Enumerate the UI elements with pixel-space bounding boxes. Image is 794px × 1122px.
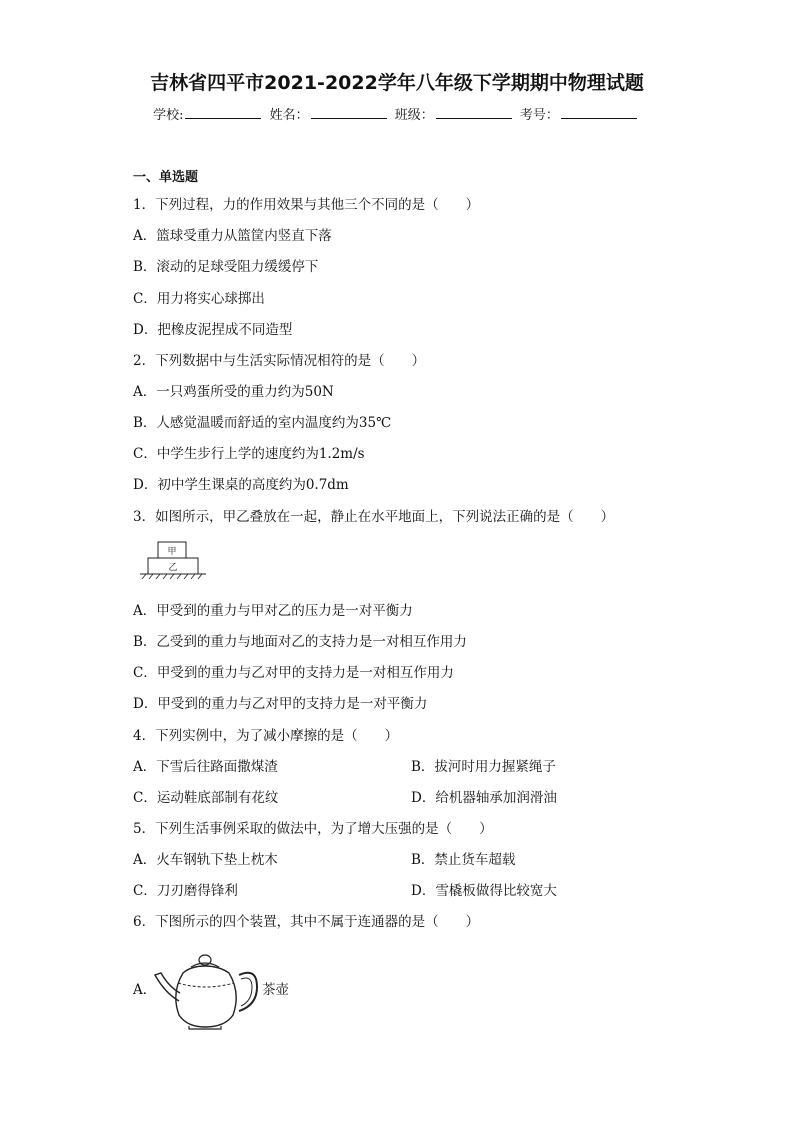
name-label: 姓名： — [269, 108, 309, 123]
q4-stem: 4．下列实例中，为了减小摩擦的是（ ） — [133, 728, 399, 744]
q1-option-a: A．篮球受重力从篮筐内竖直下落 — [133, 228, 332, 244]
section-heading: 一、单选题 — [133, 170, 199, 185]
teapot-image — [153, 953, 263, 1031]
page-title: 吉林省四平市2021-2022学年八年级下学期期中物理试题 — [150, 72, 644, 94]
q3-option-a: A．甲受到的重力与甲对乙的压力是一对平衡力 — [133, 603, 413, 619]
q5-option-c: C．刀刃磨得锋利 — [133, 883, 238, 899]
school-label: 学校: — [153, 108, 184, 123]
q2-option-d: D．初中学生课桌的高度约为0.7dm — [133, 477, 349, 493]
q3-option-c: C．甲受到的重力与乙对甲的支持力是一对相互作用力 — [133, 665, 454, 681]
school-blank[interactable] — [185, 106, 261, 119]
q2-option-b: B．人感觉温暖而舒适的室内温度约为35℃ — [133, 415, 392, 431]
q4-option-a: A．下雪后往路面撒煤渣 — [133, 759, 278, 775]
exam-number-blank[interactable] — [561, 106, 637, 119]
exam-number-label: 考号： — [519, 108, 559, 123]
class-blank[interactable] — [436, 106, 512, 119]
block-bottom-label: 乙 — [168, 563, 178, 573]
q6-stem: 6．下图所示的四个装置，其中不属于连通器的是（ ） — [133, 914, 480, 930]
q4-option-c: C．运动鞋底部制有花纹 — [133, 790, 279, 806]
q5-option-b: B．禁止货车超载 — [411, 852, 516, 868]
q4-option-d: D．给机器轴承加润滑油 — [411, 790, 557, 806]
q1-option-d: D．把橡皮泥捏成不同造型 — [133, 322, 293, 338]
q5-option-d: D．雪橇板做得比较宽大 — [411, 883, 557, 899]
q6-option-a-letter: A． — [133, 982, 157, 998]
q2-option-c: C．中学生步行上学的速度约为1.2m/s — [133, 446, 365, 462]
name-blank[interactable] — [311, 106, 387, 119]
q4-option-b: B．拔河时用力握紧绳子 — [411, 759, 556, 775]
class-label: 班级： — [394, 108, 434, 123]
q3-stem: 3．如图所示，甲乙叠放在一起，静止在水平地面上，下列说法正确的是（ ） — [133, 509, 615, 525]
stacked-blocks-figure — [140, 536, 206, 580]
q2-option-a: A．一只鸡蛋所受的重力约为50N — [133, 384, 334, 400]
q3-option-b: B．乙受到的重力与地面对乙的支持力是一对相互作用力 — [133, 634, 467, 650]
q3-option-d: D．甲受到的重力与乙对甲的支持力是一对平衡力 — [133, 696, 428, 712]
block-top-label: 甲 — [167, 547, 177, 557]
q2-stem: 2．下列数据中与生活实际情况相符的是（ ） — [133, 353, 426, 369]
q5-option-a: A．火车钢轨下垫上枕木 — [133, 852, 278, 868]
student-info-row — [0, 104, 794, 123]
q1-option-c: C．用力将实心球掷出 — [133, 291, 265, 307]
q1-stem: 1．下列过程，力的作用效果与其他三个不同的是（ ） — [133, 197, 480, 213]
teapot-caption: 茶壶 — [262, 982, 289, 998]
q1-option-b: B．滚动的足球受阻力缓缓停下 — [133, 259, 319, 275]
q5-stem: 5．下列生活事例采取的做法中，为了增大压强的是（ ） — [133, 821, 493, 837]
